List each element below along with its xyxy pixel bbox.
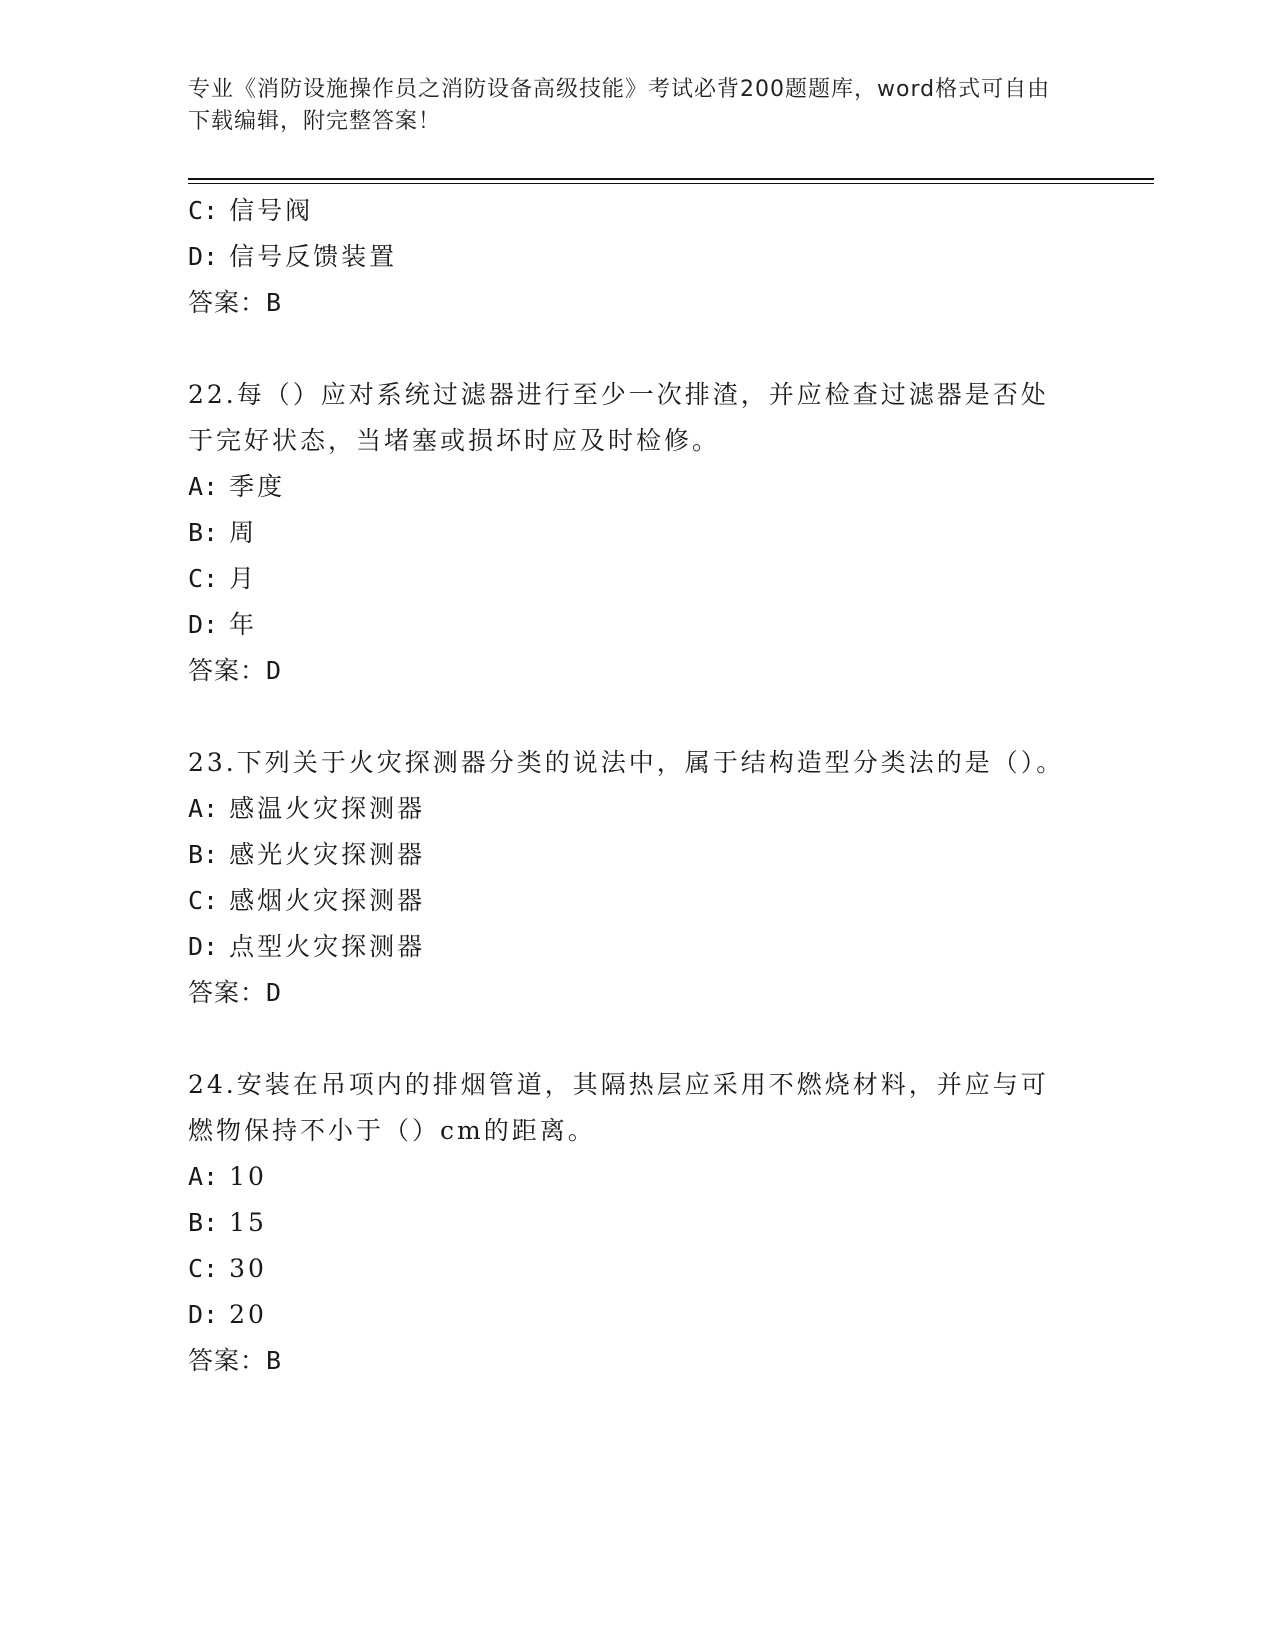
option-b (188, 832, 1068, 878)
answer-line (188, 648, 1068, 694)
option-label: D: (188, 932, 219, 961)
question-list (188, 188, 1068, 1384)
spacer (188, 694, 1068, 740)
header-divider-thin (188, 183, 1154, 184)
option-label: A: (188, 472, 219, 501)
option-label: B: (188, 1208, 219, 1237)
option-label: B: (188, 840, 219, 869)
option-c (188, 878, 1068, 924)
question-22 (188, 372, 1068, 694)
answer-value: D (266, 978, 283, 1007)
option-text: 年 (229, 610, 258, 639)
question-21-tail (188, 188, 1068, 326)
option-c (188, 188, 1068, 234)
option-b (188, 1200, 1068, 1246)
question-24 (188, 1062, 1068, 1384)
spacer (188, 1016, 1068, 1062)
option-label: D: (188, 610, 219, 639)
option-d (188, 1292, 1068, 1338)
option-label: C: (188, 564, 219, 593)
answer-value: B (266, 288, 283, 317)
answer-label: 答案： (188, 978, 267, 1007)
option-label: A: (188, 794, 219, 823)
answer-label: 答案： (188, 656, 267, 685)
option-text: 信号阀 (229, 196, 314, 225)
option-label: A: (188, 1162, 219, 1191)
answer-line (188, 1338, 1068, 1384)
option-label: D: (188, 1300, 219, 1329)
question-23 (188, 740, 1068, 1016)
question-text: 24.安装在吊项内的排烟管道，其隔热层应采用不燃烧材料，并应与可燃物保持不小于（）cm的距离。 (188, 1070, 1049, 1145)
option-d (188, 602, 1068, 648)
option-a (188, 1154, 1068, 1200)
header-divider-thick (188, 178, 1154, 180)
option-label: B: (188, 518, 219, 547)
option-text: 20 (229, 1300, 267, 1329)
option-label: C: (188, 1254, 219, 1283)
option-text: 感烟火灾探测器 (229, 886, 426, 915)
option-d (188, 234, 1068, 280)
option-label: C: (188, 196, 219, 225)
answer-value: B (266, 1346, 283, 1375)
option-text: 感温火灾探测器 (229, 794, 426, 823)
option-text: 感光火灾探测器 (229, 840, 426, 869)
page-header-title: 专业《消防设施操作员之消防设备高级技能》考试必背200题题库，word格式可自由下载编辑，附完整答案！ (188, 77, 1051, 134)
option-b (188, 510, 1068, 556)
question-text: 23.下列关于火灾探测器分类的说法中，属于结构造型分类法的是（）。 (188, 748, 1065, 777)
answer-line (188, 280, 1068, 326)
option-label: D: (188, 242, 219, 271)
option-text: 点型火灾探测器 (229, 932, 426, 961)
option-c (188, 556, 1068, 602)
answer-label: 答案： (188, 288, 267, 317)
answer-value: D (266, 656, 283, 685)
answer-line (188, 970, 1068, 1016)
option-text: 信号反馈装置 (229, 242, 398, 271)
option-text: 季度 (229, 472, 286, 501)
answer-label: 答案： (188, 1346, 267, 1375)
option-text: 月 (229, 564, 258, 593)
option-text: 10 (229, 1162, 267, 1191)
option-d (188, 924, 1068, 970)
option-text: 30 (229, 1254, 267, 1283)
option-label: C: (188, 886, 219, 915)
option-a (188, 786, 1068, 832)
option-c (188, 1246, 1068, 1292)
option-text: 15 (229, 1208, 267, 1237)
spacer (188, 326, 1068, 372)
question-text: 22.每（）应对系统过滤器进行至少一次排渣，并应检查过滤器是否处于完好状态，当堵塞或损坏时应及时检修。 (188, 380, 1049, 455)
option-a (188, 464, 1068, 510)
option-text: 周 (229, 518, 258, 547)
